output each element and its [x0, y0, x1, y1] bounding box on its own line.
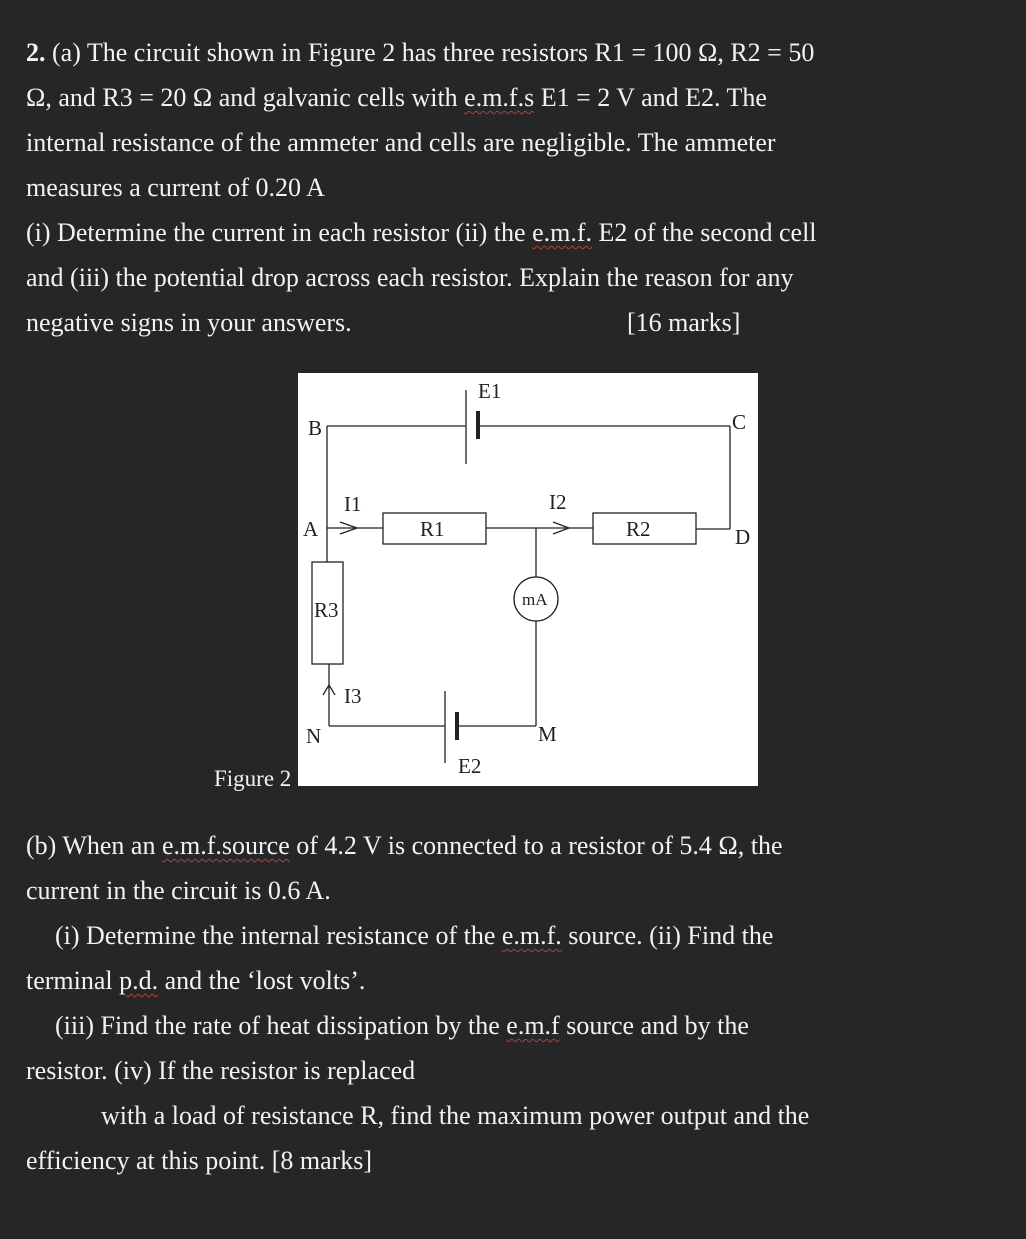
spellcheck-word: e.m.f.s	[464, 83, 535, 112]
line-3: internal resistance of the ammeter and cells are negligible. The ammeter	[26, 128, 776, 157]
line-6: and (iii) the potential drop across each resistor. Explain the reason for any	[26, 263, 794, 292]
marks-a: [16 marks]	[627, 308, 741, 337]
text: Ω, and R3 = 20 Ω and galvanic cells with	[26, 83, 465, 112]
b-line-8: efficiency at this point. [8 marks]	[26, 1146, 373, 1175]
label-r2: R2	[626, 517, 651, 541]
spellcheck-word: e.m.f.	[501, 921, 562, 950]
b-line-4	[26, 966, 365, 996]
label-r1: R1	[420, 517, 445, 541]
label-i3: I3	[344, 684, 362, 708]
line-5	[26, 218, 817, 248]
label-meter: mA	[522, 590, 548, 609]
b-line-6: resistor. (iv) If the resistor is replaced	[26, 1056, 416, 1085]
text: E1 = 2 V and E2. The	[534, 83, 767, 112]
text: (i) Determine the internal resistance of the	[55, 921, 502, 950]
b-line-1	[26, 831, 783, 861]
label-e2: E2	[458, 754, 482, 778]
spellcheck-word: e.m.f	[506, 1011, 560, 1040]
text: (b) When an	[26, 831, 162, 860]
b-line-3	[55, 921, 773, 951]
line-1	[26, 38, 814, 68]
label-i1: I1	[344, 492, 362, 516]
label-m: M	[538, 722, 557, 746]
label-i2: I2	[549, 490, 567, 514]
b-line-7: with a load of resistance R, find the maximum power output and the	[101, 1101, 810, 1130]
label-a: A	[303, 517, 319, 541]
text: (i) Determine the current in each resistor (ii) the	[26, 218, 533, 247]
label-d: D	[735, 525, 751, 549]
label-b: B	[308, 416, 323, 440]
spellcheck-word: p.d.	[119, 966, 159, 995]
spellcheck-word: e.m.f.	[532, 218, 592, 247]
question-number: 2.	[26, 38, 46, 67]
b-line-2: current in the circuit is 0.6 A.	[26, 876, 331, 905]
text: of 4.2 V is connected to a resistor of 5.4 Ω, the	[289, 831, 783, 860]
text: and the ‘lost volts’.	[158, 966, 366, 995]
b-line-5	[55, 1011, 749, 1041]
label-c: C	[732, 410, 747, 434]
text: terminal	[26, 966, 120, 995]
text: E2 of the second cell	[591, 218, 817, 247]
label-n: N	[306, 724, 322, 748]
text: (a) The circuit shown in Figure 2 has three resistors R1 = 100 Ω, R2 = 50	[45, 38, 815, 67]
line-2	[26, 83, 767, 113]
line-7: negative signs in your answers.	[26, 308, 352, 337]
line-4: measures a current of 0.20 A	[26, 173, 325, 202]
spellcheck-word: e.m.f.source	[161, 831, 290, 860]
figure-caption: Figure 2	[214, 766, 292, 791]
text: source. (ii) Find the	[561, 921, 774, 950]
text: source and by the	[559, 1011, 749, 1040]
text: (iii) Find the rate of heat dissipation by the	[55, 1011, 507, 1040]
label-r3: R3	[314, 598, 339, 622]
circuit-figure	[298, 373, 758, 786]
label-e1: E1	[478, 379, 502, 403]
